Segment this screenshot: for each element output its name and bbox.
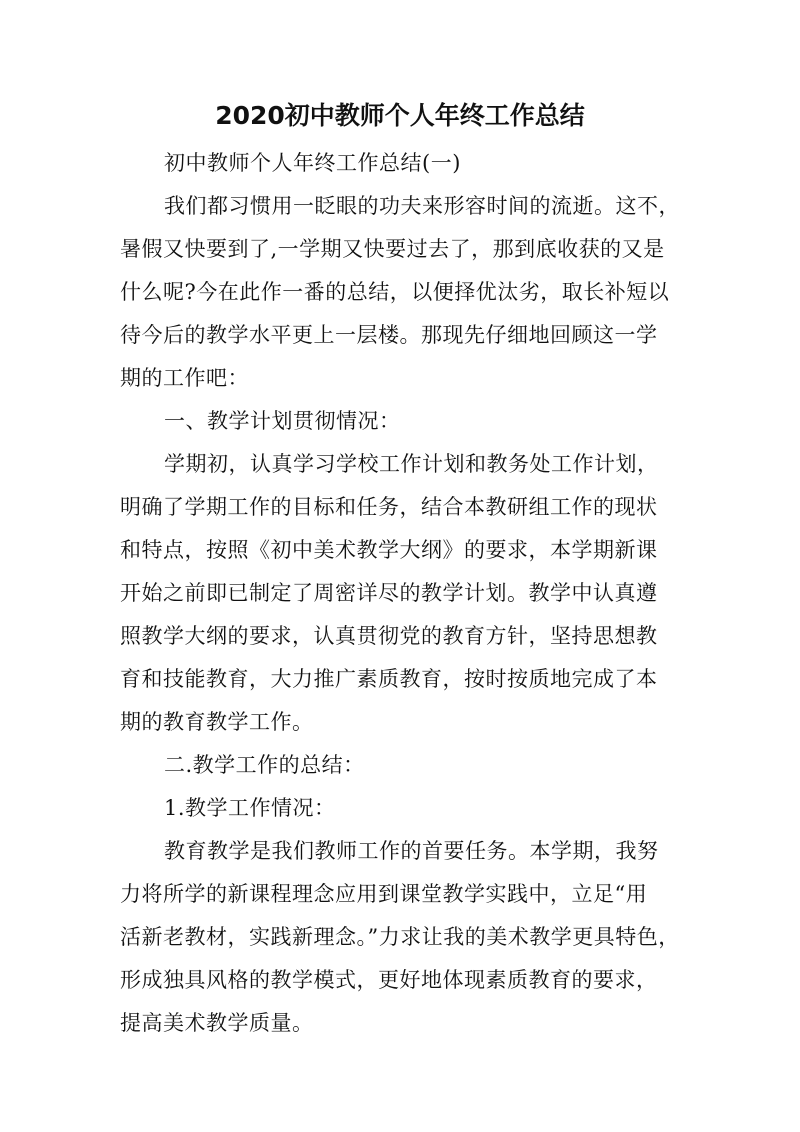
paragraph-line: 暑假又快要到了,一学期又快要过去了，那到底收获的又是: [120, 237, 665, 261]
section-heading: 二.教学工作的总结：: [164, 753, 365, 777]
paragraph-line: 期的工作吧：: [120, 366, 249, 390]
paragraph-line: 开始之前即已制定了周密详尽的教学计划。教学中认真遵: [120, 581, 658, 605]
paragraph-line: 教育教学是我们教师工作的首要任务。本学期，我努: [164, 839, 659, 863]
document-title: 2020初中教师个人年终工作总结: [215, 101, 585, 130]
paragraph-line: 育和技能教育，大力推广素质教育，按时按质地完成了本: [120, 667, 658, 691]
subsection-heading: 1.教学工作情况：: [164, 796, 336, 820]
paragraph-line: 期的教育教学工作。: [120, 710, 314, 734]
paragraph-line: 学期初，认真学习学校工作计划和教务处工作计划，: [164, 452, 659, 476]
document-body: [120, 142, 686, 1045]
paragraph-line: 明确了学期工作的目标和任务，结合本教研组工作的现状: [120, 495, 658, 519]
section-heading: 一、教学计划贯彻情况：: [164, 409, 401, 433]
paragraph-line: 照教学大纲的要求，认真贯彻党的教育方针，坚持思想教: [120, 624, 658, 648]
section-heading: 初中教师个人年终工作总结(一): [164, 151, 461, 175]
paragraph-line: 形成独具风格的教学模式，更好地体现素质教育的要求，: [120, 968, 658, 992]
paragraph-line: 什么呢?今在此作一番的总结，以便择优汰劣，取长补短以: [120, 280, 670, 304]
paragraph-line: 提高美术教学质量。: [120, 1011, 314, 1035]
paragraph-line: 我们都习惯用一眨眼的功夫来形容时间的流逝。这不，: [164, 194, 680, 218]
paragraph-line: 待今后的教学水平更上一层楼。那现先仔细地回顾这一学: [120, 323, 658, 347]
paragraph-line: 力将所学的新课程理念应用到课堂教学实践中，立足“用: [120, 882, 648, 906]
paragraph-line: 活新老教材，实践新理念。”力求让我的美术教学更具特色，: [120, 925, 680, 949]
paragraph-line: 和特点，按照《初中美术教学大纲》的要求，本学期新课: [120, 538, 658, 562]
